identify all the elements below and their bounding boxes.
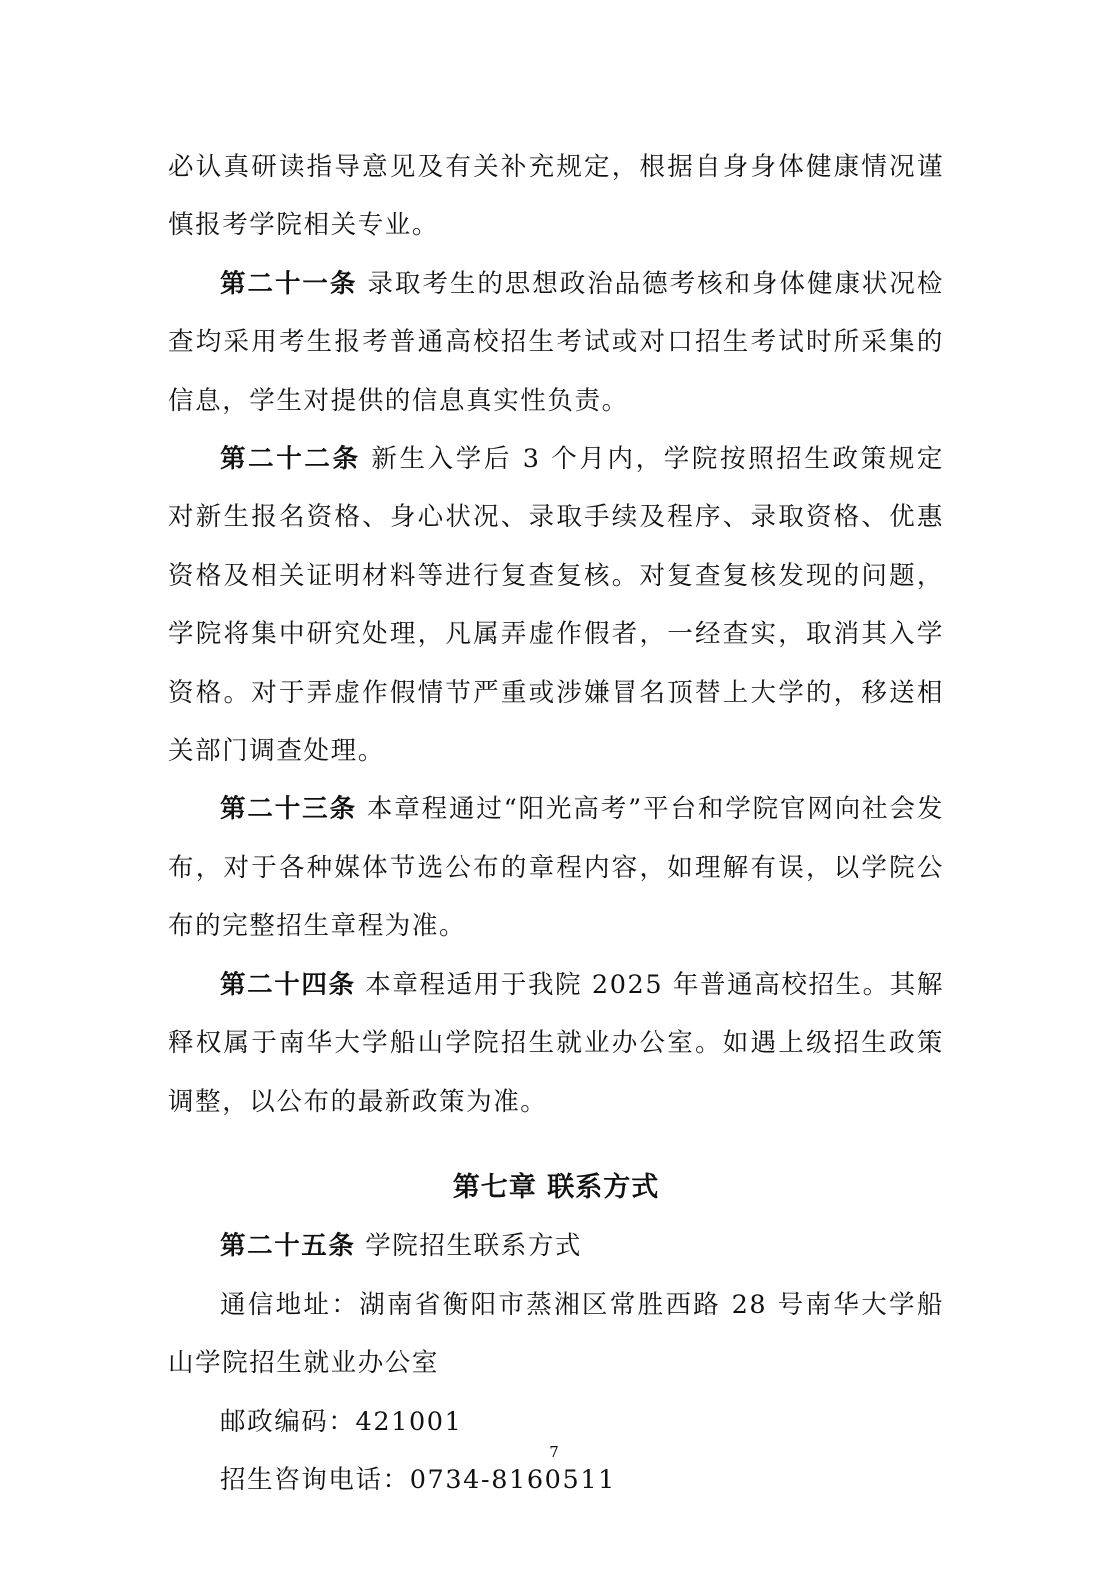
article-24 [168,956,944,1131]
article-22 [168,430,944,780]
article-text: 本章程适用于我院 2025 年普通高校招生。其解释权属于南华大学船山学院招生就业办公室。如遇上级招生政策调整，以公布的最新政策为准。 [168,969,944,1117]
article-label: 第二十五条 [220,1231,356,1262]
contact-postcode: 邮政编码：421001 [220,1406,463,1437]
article-label: 第二十二条 [220,444,361,475]
article-text: 录取考生的思想政治品德考核和身体健康状况检查均采用考生报考普通高校招生考试或对口招生考试时所采集的信息，学生对提供的信息真实性负责。 [168,268,944,416]
page-number: 7 [549,1443,559,1461]
article-label: 第二十四条 [220,969,356,1000]
article-text: 学院招生联系方式 [365,1231,583,1262]
article-label: 第二十一条 [220,268,358,299]
document-body [168,138,944,1509]
article-25 [168,1217,944,1275]
article-21 [168,255,944,430]
contact-phone: 招生咨询电话：0734-8160511 [220,1464,616,1495]
article-label: 第二十三条 [220,794,357,825]
chapter-title: 第七章 联系方式 [452,1171,660,1203]
paragraph-continuation: 必认真研读指导意见及有关补充规定，根据自身身体健康情况谨慎报考学院相关专业。 [168,152,944,241]
article-23 [168,780,944,955]
contact-address: 通信地址：湖南省衡阳市蒸湘区常胜西路 28 号南华大学船山学院招生就业办公室 [168,1289,944,1379]
article-text: 新生入学后 3 个月内，学院按照招生政策规定对新生报名资格、身心状况、录取手续及程序、录取资格、优惠资格及相关证明材料等进行复查复核。对复查复核发现的问题，学院将集中研究处理，凡属弄虚作假者，一经查实，取消其入学资格。对于弄虚作假情节严重或涉嫌冒名顶替上大学的，移送相关部门调查处理。 [168,444,944,767]
article-text: 本章程通过“阳光高考”平台和学院官网向社会发布，对于各种媒体节选公布的章程内容，如理解有误，以学院公布的完整招生章程为准。 [168,794,944,942]
